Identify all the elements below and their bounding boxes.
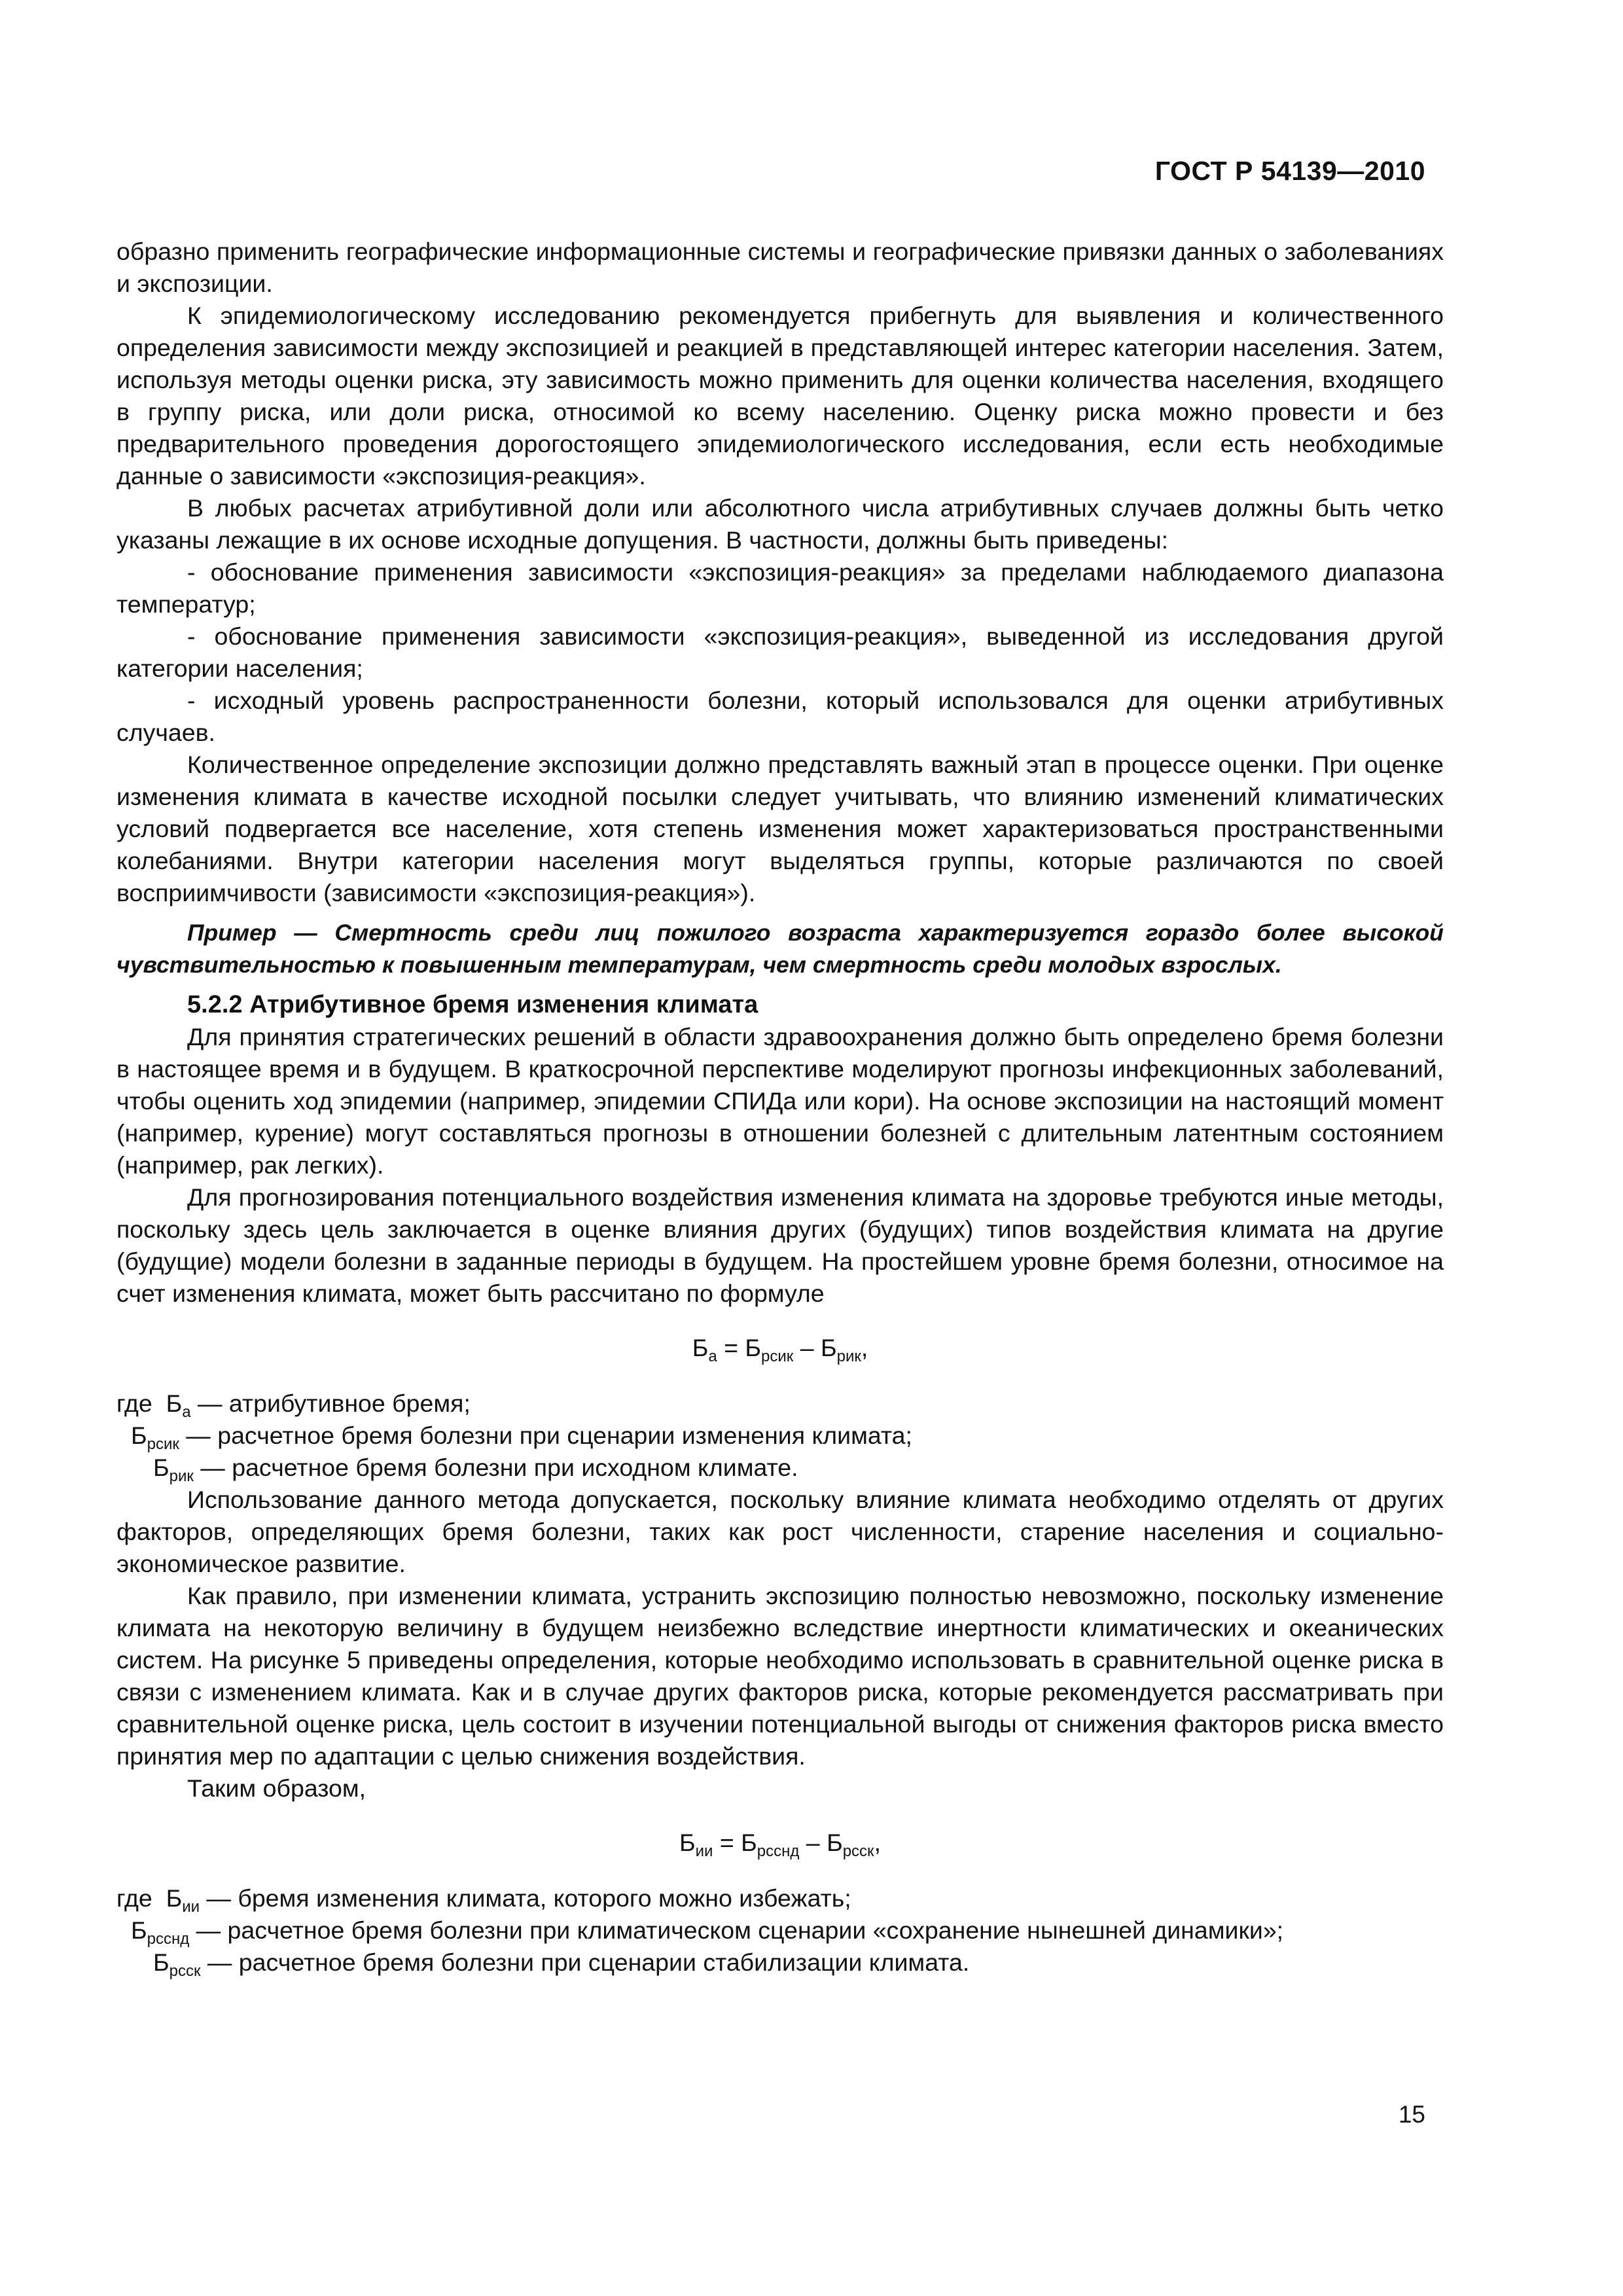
list-item: - обоснование применения зависимости «экспозиция-реакция» за пределами наблюдаемого диапазона температур;	[116, 558, 1444, 618]
paragraph: образно применить географические информационные системы и географические привязки данных о заболеваниях и экспозиции.	[116, 238, 1444, 297]
document-header: ГОСТ Р 54139—2010	[1154, 156, 1425, 186]
formula-legend-item: $Б_{рсск}$ — расчетное бремя болезни при сценарии стабилизации климата.	[153, 1948, 970, 1980]
section-heading: 5.2.2 Атрибутивное бремя изменения климата	[187, 991, 758, 1018]
paragraph: Количественное определение экспозиции должно представлять важный этап в процессе оценки. При оценке изменения климата в качестве исходной посылки следует учитывать, что влиянию изменений климатических условий подвергается все население, хотя степень изменения может характеризоваться пространственными колебаниями. Внутри категории населения могут выделяться группы, которые различаются по своей восприимчивости (зависимости «экспозиция-реакция»).	[116, 751, 1444, 906]
formula-avoidable-burden: $Б_{ии} = Б_{рсснд} - Б_{рсск}$,	[679, 1829, 881, 1860]
formula-legend-item: где $Б_{ии}$ — бремя изменения климата, которого можно избежать;	[116, 1884, 851, 1916]
example-note: Пример — Смертность среди лиц пожилого возраста характеризуется гораздо более высокой чувствительностью к повышенным температурам, чем смертность среди молодых взрослых.	[116, 920, 1444, 978]
paragraph: Таким образом,	[187, 1774, 366, 1802]
paragraph: Как правило, при изменении климата, устранить экспозицию полностью невозможно, поскольку изменение климата на некоторую величину в будущем неизбежно вследствие инертности климатических и океанических систем. На рисунке 5 приведены определения, которые необходимо использовать в сравнительной оценке риска в связи с изменением климата. Как и в случае других факторов риска, которые рекомендуется рассматривать при сравнительной оценке риска, цель состоит в изучении потенциальной выгоды от снижения факторов риска вместо принятия мер по адаптации с целью снижения воздействия.	[116, 1582, 1444, 1770]
page-number: 15	[1398, 2101, 1425, 2128]
formula-legend-item: $Б_{рик}$ — расчетное бремя болезни при исходном климате.	[153, 1454, 798, 1485]
list-item: - обоснование применения зависимости «экспозиция-реакция», выведенной из исследования другой категории населения;	[116, 622, 1444, 682]
paragraph: Для прогнозирования потенциального воздействия изменения климата на здоровье требуются иные методы, поскольку здесь цель заключается в оценке влияния других (будущих) типов воздействия климата на другие (будущие) модели болезни в заданные периоды в будущем. На простейшем уровне бремя болезни, относимое на счет изменения климата, может быть рассчитано по формуле	[116, 1183, 1444, 1307]
paragraph: Для принятия стратегических решений в области здравоохранения должно быть определено бремя болезни в настоящее время и в будущем. В краткосрочной перспективе моделируют прогнозы инфекционных заболеваний, чтобы оценить ход эпидемии (например, эпидемии СПИДа или кори). На основе экспозиции на настоящий момент (например, курение) могут составляться прогнозы в отношении болезней с длительным латентным состоянием (например, рак легких).	[116, 1023, 1444, 1179]
paragraph: К эпидемиологическому исследованию рекомендуется прибегнуть для выявления и количественного определения зависимости между экспозицией и реакцией в представляющей интерес категории населения. Затем, используя методы оценки риска, эту зависимость можно применить для оценки количества населения, входящего в группу риска, или доли риска, относимой ко всему населению. Оценку риска можно провести и без предварительного проведения дорогостоящего эпидемиологического исследования, если есть необходимые данные о зависимости «экспозиция-реакция».	[116, 302, 1444, 490]
list-item: - исходный уровень распространенности болезни, который использовался для оценки атрибутивных случаев.	[116, 687, 1444, 746]
paragraph: Использование данного метода допускается, поскольку влияние климата необходимо отделять от других факторов, определяющих бремя болезни, таких как рост численности, старение населения и социально-экономическое развитие.	[116, 1486, 1444, 1577]
formula-legend-item: $Б_{рсснд}$ — расчетное бремя болезни при климатическом сценарии «сохранение нынешней динамики»;	[131, 1916, 1284, 1948]
formula-legend-item: где $Б_а$ — атрибутивное бремя;	[116, 1390, 471, 1421]
page-body	[116, 236, 1444, 1979]
paragraph: В любых расчетах атрибутивной доли или абсолютного числа атрибутивных случаев должны быть четко указаны лежащие в их основе исходные допущения. В частности, должны быть приведены:	[116, 494, 1444, 554]
formula-legend-item: $Б_{рсик}$ — расчетное бремя болезни при сценарии изменения климата;	[131, 1422, 912, 1453]
formula-attributable-burden: $Б_а = Б_{рсик} - Б_{рик}$,	[692, 1334, 868, 1365]
